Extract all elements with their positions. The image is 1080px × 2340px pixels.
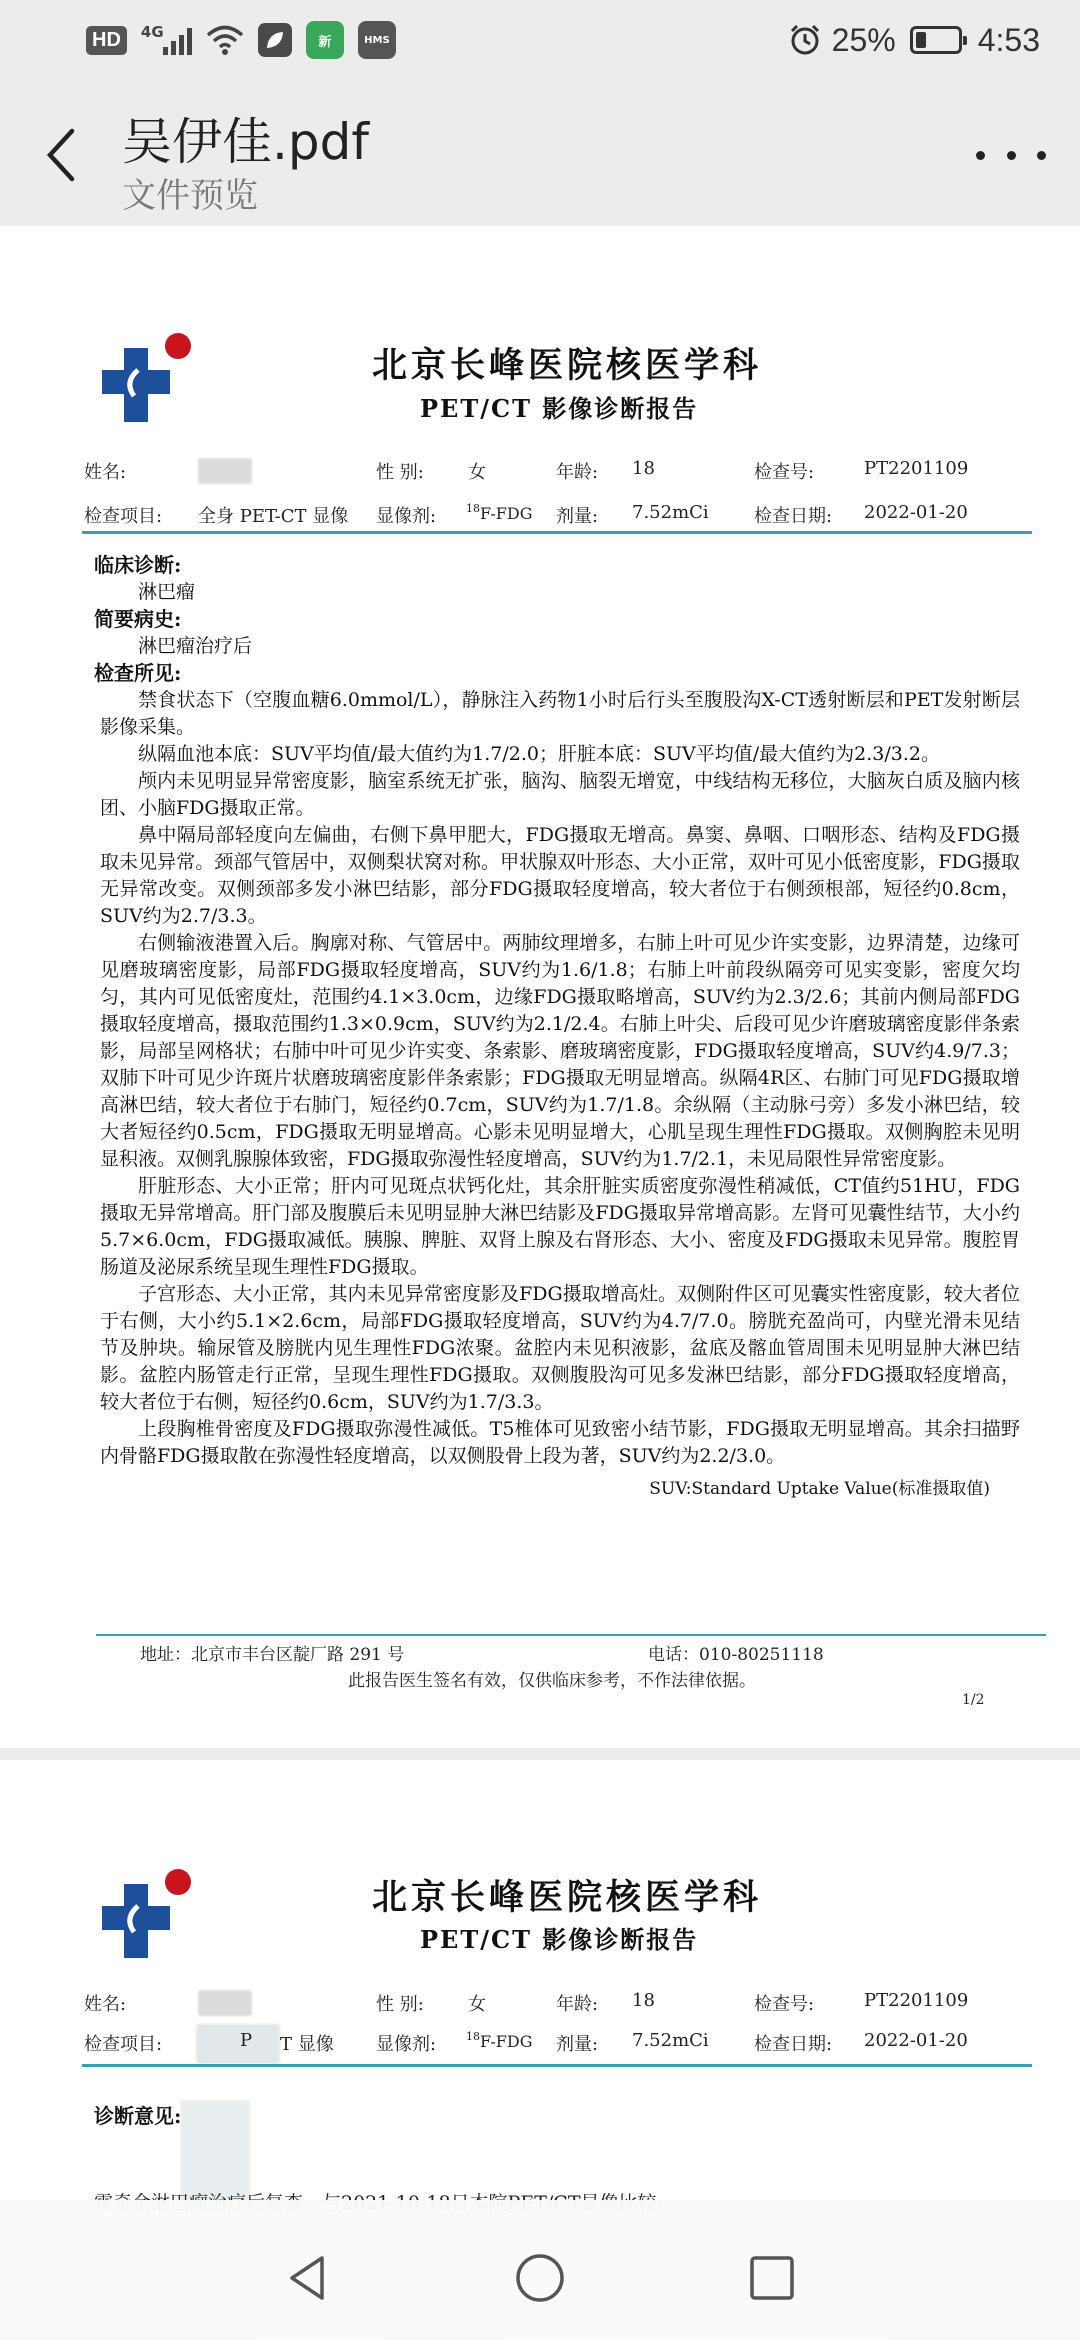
status-bar (0, 0, 1080, 80)
network-type: 4G (140, 23, 164, 41)
report-title: PET/CT 影像诊断报告 (420, 1925, 699, 1954)
header-divider (82, 531, 1032, 534)
hms-app-badge: HMS (358, 21, 396, 59)
hospital-name: 北京长峰医院核医学科 (372, 1877, 763, 1918)
hd-badge: HD (86, 26, 127, 55)
findings-paragraph: 鼻中隔局部轻度向左偏曲，右侧下鼻甲肥大，FDG摄取无增高。鼻窦、鼻咽、口咽形态、结构及FDG摄取未见异常。颈部气管居中，双侧梨状窝对称。甲状腺双叶形态、大小正常，双叶可见小低密度影，FDG摄取无异常改变。双侧颈部多发小淋巴结影，部分FDG摄取轻度增高，较大者位于右侧颈根部，短径约0.8cm，SUV约为2.7/3.3。 (100, 824, 1020, 927)
patient-info-row: 姓名: 性 别: 女 年龄: 18 检查号: PT2201109 (84, 1990, 969, 2015)
news-app-badge: 新 (306, 21, 344, 59)
header-divider (82, 2064, 1032, 2067)
back-button[interactable] (36, 120, 86, 190)
findings-paragraph: 禁食状态下（空腹血糖6.0mmol/L），静脉注入药物1小时后行头至腹股沟X-CT透射断层和PET发射断层影像采集。 (100, 689, 1020, 738)
findings-paragraph: 子宫形态、大小正常，其内未见异常密度影及FDG摄取增高灶。双侧附件区可见囊实性密度影，较大者位于右侧，大小约5.1×2.6cm，局部FDG摄取轻度增高，SUV约为4.7/7.0。膀胱充盈尚可，内壁光滑未见结节及肿块。输尿管及膀胱内见生理性FDG浓聚。盆腔内未见积液影，盆底及髂血管周围未见明显肿大淋巴结影。盆腔内肠管走行正常，呈现生理性FDG摄取。双侧腹股沟可见多发淋巴结影，部分FDG摄取轻度增高，较大者位于右侧，短径约0.6cm，SUV约为1.7/3.3。 (100, 1283, 1020, 1413)
app-bar (0, 80, 1080, 226)
page-number: 1/2 (962, 1692, 985, 1708)
hospital-logo (94, 330, 198, 434)
system-nav-bar (0, 2200, 1080, 2340)
history-label: 简要病史: (94, 607, 182, 631)
clock: 4:53 (977, 21, 1040, 58)
leaf-app-icon (258, 23, 292, 57)
chevron-left-icon (44, 127, 78, 183)
wifi-icon (206, 24, 244, 56)
redacted-patch (196, 2024, 280, 2064)
patient-info-row: 姓名: 性 别: 女 年龄: 18 检查号: PT2201109 (84, 458, 969, 483)
findings-paragraph: 肝脏形态、大小正常；肝内可见斑点状钙化灶，其余肝脏实质密度弥漫性稍减低，CT值约51HU，FDG摄取无异常增高。肝门部及腹膜后未见明显肿大淋巴结影及FDG摄取异常增高影。左肾可见囊性结节，大小约5.7×6.0cm，FDG摄取减低。胰腺、脾脏、双肾上腺及右肾形态、大小、密度及FDG摄取未见异常。腹腔胃肠道及泌尿系统呈现生理性FDG摄取。 (100, 1175, 1020, 1278)
pdf-page-2[interactable] (0, 1760, 1080, 2260)
findings-paragraph: 上段胸椎骨密度及FDG摄取弥漫性减低。T5椎体可见致密小结节影，FDG摄取无明显增高。其余扫描野内骨骼FDG摄取散在弥漫性轻度增高，以双侧股骨上段为著，SUV约为2.2/3.0。 (100, 1418, 1020, 1467)
nav-home-button[interactable] (512, 2250, 568, 2306)
exam-info-row: 检查项目: P T 显像 显像剂: $^{18}$F-FDG 剂量: 7.52mCi 检查日期: 2022-01-20 (84, 2030, 1030, 2060)
history: 淋巴瘤治疗后 (138, 635, 253, 657)
disclaimer: 此报告医生签名有效，仅供临床参考，不作法律依据。 (348, 1671, 756, 1691)
battery-icon (910, 26, 962, 54)
nav-back-button[interactable] (280, 2250, 336, 2306)
hospital-name: 北京长峰医院核医学科 (372, 345, 763, 386)
suv-note: SUV:Standard Uptake Value(标准摄取值) (649, 1479, 990, 1499)
findings-paragraph: 右侧输液港置入后。胸廓对称、气管居中。两肺纹理增多，右肺上叶可见少许实变影，边界清楚，边缘可见磨玻璃密度影，局部FDG摄取轻度增高，SUV约为1.6/1.8；右肺上叶前段纵隔旁可见实变影，密度欠均匀，其内可见低密度灶，范围约4.1×3.0cm，边缘FDG摄取略增高，SUV约为2.3/2.6；其前内侧局部FDG摄取轻度增高，摄取范围约1.3×0.9cm，SUV约为2.1/2.4。右肺上叶尖、后段可见少许磨玻璃密度影伴条索影，局部呈网格状；右肺中叶可见少许实变、条索影、磨玻璃密度影，FDG摄取轻度增高，SUV约4.9/7.3；双肺下叶可见少许斑片状磨玻璃密度影伴条索影；FDG摄取无明显增高。纵隔4R区、右肺门可见FDG摄取增高淋巴结，较大者位于右肺门，短径约0.7cm，SUV约为1.7/1.8。余纵隔（主动脉弓旁）多发小淋巴结，较大者短径约0.5cm，FDG摄取无明显增高。心影未见明显增大，心肌呈现生理性FDG摄取。双侧胸腔未见明显积液。双侧乳腺腺体致密，FDG摄取弥漫性轻度增高，SUV约为1.7/2.1，未见局限性异常密度影。 (100, 932, 1020, 1170)
redacted-name (198, 458, 252, 484)
cellular-signal-icon (141, 25, 192, 55)
clinical-dx: 淋巴瘤 (138, 581, 196, 603)
pdf-page-1[interactable] (0, 226, 1080, 1748)
alarm-icon (788, 23, 822, 57)
hospital-logo (94, 1866, 198, 1970)
more-options-button[interactable] (976, 140, 1046, 170)
page-title: 吴伊佳.pdf (122, 113, 369, 171)
hospital-address: 地址：北京市丰台区靛厂路 291 号 (140, 1645, 405, 1665)
findings-label: 检查所见: (94, 661, 182, 685)
hospital-phone: 电话：010-80251118 (648, 1645, 824, 1665)
nav-recents-button[interactable] (744, 2250, 800, 2306)
diagnosis-label: 诊断意见: (94, 2104, 182, 2128)
report-body (92, 552, 1020, 1503)
page-subtitle: 文件预览 (122, 176, 258, 216)
battery-percent: 25% (831, 21, 896, 58)
redacted-name (198, 1990, 252, 2016)
footer-divider (96, 1634, 1046, 1636)
exam-info-row: 检查项目: 全身 PET-CT 显像 显像剂: $^{18}$F-FDG 剂量: 7.52mCi 检查日期: 2022-01-20 (84, 502, 968, 527)
more-dot-icon (976, 151, 985, 160)
clinical-dx-label: 临床诊断: (94, 553, 182, 577)
findings-paragraph: 纵隔血池本底：SUV平均值/最大值约为1.7/2.0；肝脏本底：SUV平均值/最大值约为2.3/3.2。 (138, 743, 940, 765)
report-title: PET/CT 影像诊断报告 (420, 394, 699, 423)
findings-paragraph: 颅内未见明显异常密度影，脑室系统无扩张，脑沟、脑裂无增宽，中线结构无移位，大脑灰白质及脑内核团、小脑FDG摄取正常。 (100, 770, 1020, 819)
